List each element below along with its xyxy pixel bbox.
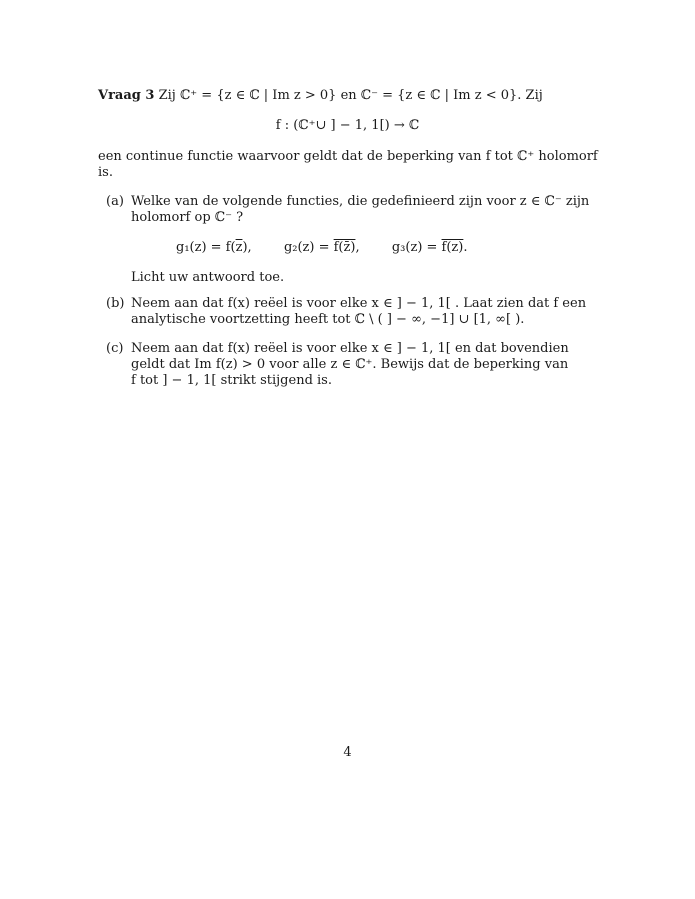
question-label: Vraag 3 xyxy=(98,88,155,103)
description-line-2: is. xyxy=(98,165,113,180)
part-c-line-1: Neem aan dat f(x) reëel is voor elke x ∈ ] − 1, 1[ en dat bovendien xyxy=(131,341,569,356)
part-a-line-1: Welke van de volgende functies, die gedefinieerd zijn voor z ∈ ℂ⁻ zijn xyxy=(131,194,590,209)
question-intro: Zij ℂ⁺ = {z ∈ ℂ | Im z > 0} en ℂ⁻ = {z ∈ ℂ | Im z < 0}. Zij xyxy=(158,88,543,103)
part-b-line-2: analytische voortzetting heeft tot ℂ \ ( ] − ∞, −1] ∪ [1, ∞[ ). xyxy=(131,312,525,327)
part-a-explain: Licht uw antwoord toe. xyxy=(131,270,285,285)
g3-formula: g₃(z) = f(z). xyxy=(391,240,468,255)
description-line-1: een continue functie waarvoor geldt dat de beperking van f tot ℂ⁺ holomorf xyxy=(98,149,598,164)
part-b-line-1: Neem aan dat f(x) reëel is voor elke x ∈ ] − 1, 1[ . Laat zien dat f een xyxy=(131,296,587,311)
part-a-functions xyxy=(176,240,496,256)
part-a-line-2: holomorf op ℂ⁻ ? xyxy=(131,210,244,225)
function-definition: f : (ℂ⁺∪ ] − 1, 1[) → ℂ xyxy=(275,118,420,133)
part-b-label: (b) xyxy=(106,296,125,311)
part-c-line-2: geldt dat Im f(z) > 0 voor alle z ∈ ℂ⁺. Bewijs dat de beperking van xyxy=(131,357,569,372)
page-number: 4 xyxy=(343,745,352,760)
part-c-label: (c) xyxy=(106,341,124,356)
part-c-line-3: f tot ] − 1, 1[ strikt stijgend is. xyxy=(131,373,332,388)
g1-formula: $g_1(z) = f(\overline{z})$, xyxy=(176,240,252,255)
g2-formula: g₂(z) = f(z̄), xyxy=(283,240,360,255)
question-intro-line xyxy=(98,88,543,104)
part-a-label: (a) xyxy=(106,194,124,209)
